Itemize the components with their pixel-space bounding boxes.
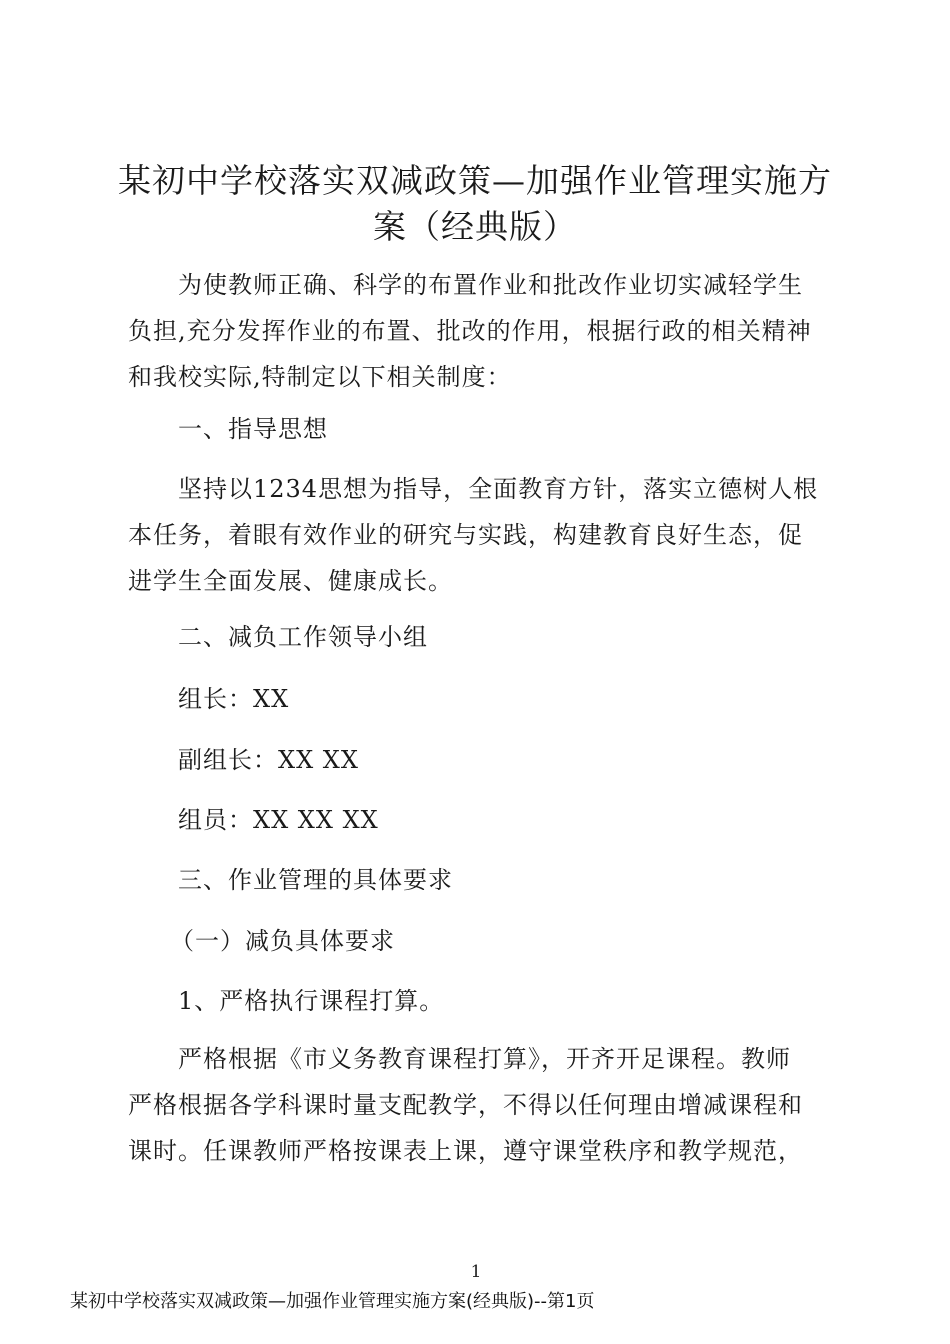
title-line-1: 某初中学校落实双减政策—加强作业管理实施方 [118, 161, 832, 200]
section-heading-requirements: 三、作业管理的具体要求 [178, 866, 453, 894]
intro-paragraph [128, 262, 828, 400]
section1-line: 进学生全面发展、健康成长。 [128, 567, 453, 595]
item1-line: 严格根据《市义务教育课程打算》，开齐开足课程。教师 [178, 1045, 791, 1073]
page-number: 1 [470, 1262, 482, 1282]
item-heading-curriculum-plan: 1、严格执行课程打算。 [178, 987, 445, 1015]
document-title [100, 158, 850, 250]
intro-line: 为使教师正确、科学的布置作业和批改作业切实减轻学生 [178, 271, 803, 299]
subsection-heading-burden-reduction: （一）减负具体要求 [170, 927, 395, 955]
item1-line: 课时。任课教师严格按课表上课，遵守课堂秩序和教学规范， [128, 1137, 803, 1165]
group-members: 组员：XX XX XX [178, 806, 379, 834]
item1-line: 严格根据各学科课时量支配教学，不得以任何理由增减课程和 [128, 1091, 803, 1119]
section1-line: 本任务，着眼有效作业的研究与实践，构建教育良好生态，促 [128, 521, 803, 549]
section1-line: 坚持以1234思想为指导，全面教育方针，落实立德树人根 [178, 475, 819, 503]
group-deputy-leader: 副组长：XX XX [178, 746, 359, 774]
title-line-2: 案（经典版） [373, 207, 577, 246]
item1-paragraph [128, 1036, 828, 1174]
intro-line: 负担,充分发挥作业的布置、批改的作用，根据行政的相关精神 [128, 317, 812, 345]
section-heading-leadership-group: 二、减负工作领导小组 [178, 623, 428, 651]
group-leader: 组长：XX [178, 685, 290, 713]
section-heading-guiding-ideology: 一、指导思想 [178, 415, 328, 443]
section1-paragraph [128, 466, 828, 604]
page-footer: 某初中学校落实双减政策—加强作业管理实施方案(经典版)--第1页 [70, 1291, 595, 1312]
intro-line: 和我校实际,特制定以下相关制度： [128, 363, 512, 391]
